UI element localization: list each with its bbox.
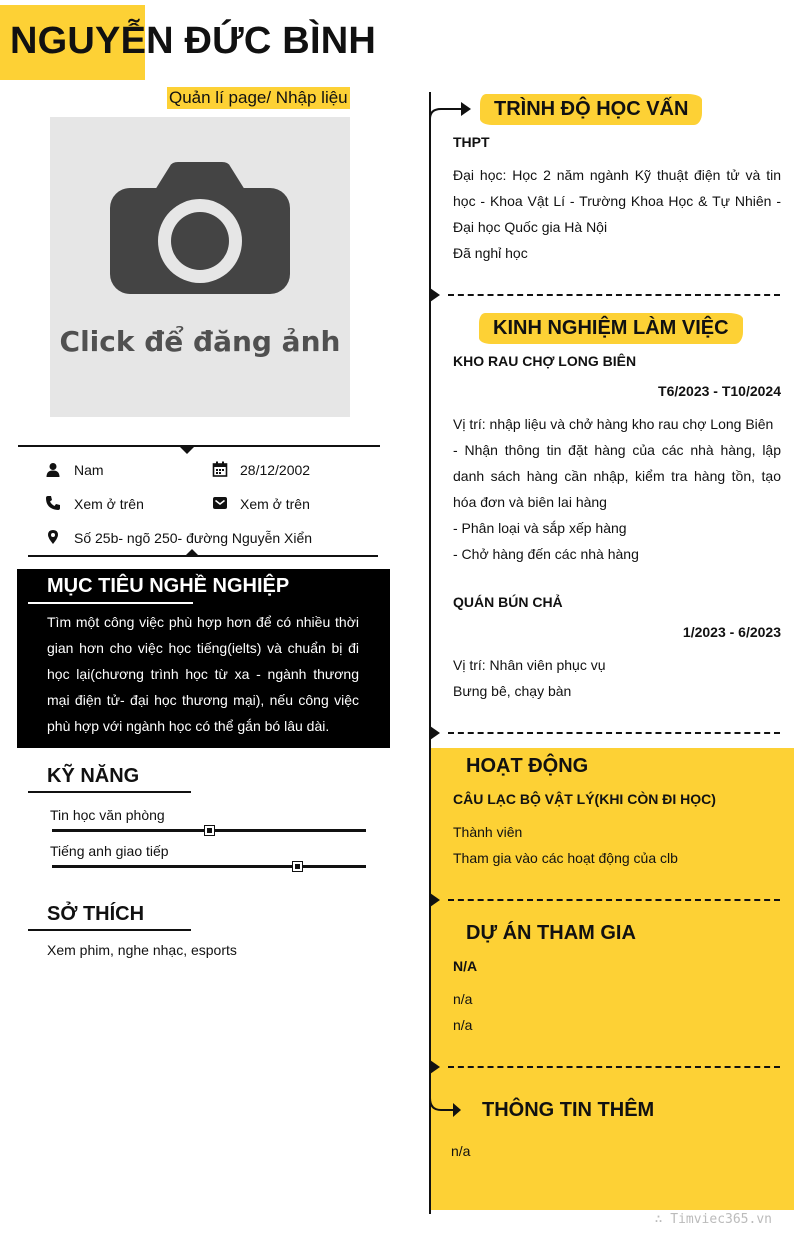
job-title[interactable]: Quản lí page/ Nhập liệu: [169, 88, 348, 107]
phone-icon: [45, 495, 61, 511]
job-company[interactable]: KHO RAU CHỢ LONG BIÊN: [453, 353, 637, 369]
arrow-right-icon: [429, 99, 473, 123]
phone-value[interactable]: Xem ở trên: [74, 496, 144, 512]
skill-name[interactable]: Tiếng anh giao tiếp: [50, 843, 169, 859]
timeline-line: [429, 92, 431, 1214]
job-line[interactable]: - Nhận thông tin đặt hàng của các nhà hàng, lập danh sách hàng cần nhập, kiểm tra hàng tồn, tạo hóa đơn và biên lai hàng: [453, 442, 781, 510]
title-underline: [28, 791, 191, 793]
map-marker-icon: [45, 529, 61, 545]
dashed-divider: [448, 732, 780, 734]
job-period[interactable]: 1/2023 - 6/2023: [682, 624, 781, 640]
job-line[interactable]: - Phân loại và sắp xếp hàng: [453, 520, 627, 536]
gender-value[interactable]: Nam: [74, 462, 104, 478]
education-details[interactable]: Đại học: Học 2 năm ngành Kỹ thuật điện tử và tin học - Khoa Vật Lí - Trường Khoa Học & Tự Nhiên - Đại học Quốc gia Hà Nội: [453, 167, 781, 235]
projects-title: DỰ ÁN THAM GIA: [466, 922, 636, 944]
email-value[interactable]: Xem ở trên: [240, 496, 310, 512]
skills-title: KỸ NĂNG: [47, 765, 140, 787]
job-line[interactable]: Bưng bê, chạy bàn: [453, 683, 572, 699]
candidate-name[interactable]: NGUYỄN ĐỨC BÌNH: [10, 20, 376, 62]
job-period[interactable]: T6/2023 - T10/2024: [658, 383, 781, 399]
job-company[interactable]: QUÁN BÚN CHẢ: [453, 594, 563, 610]
timeline-marker-icon: [430, 893, 440, 907]
activity-line[interactable]: Tham gia vào các hoạt động của clb: [453, 850, 678, 866]
project-line[interactable]: n/a: [453, 1017, 473, 1033]
education-status[interactable]: Đã nghỉ học: [453, 245, 528, 261]
photo-upload[interactable]: [50, 117, 350, 417]
title-underline: [28, 929, 191, 931]
dashed-divider: [448, 294, 780, 296]
divider: [28, 555, 378, 557]
job-line[interactable]: Vị trí: Nhân viên phục vụ: [453, 657, 606, 673]
photo-upload-label: Click để đăng ảnh: [59, 325, 341, 358]
job-line[interactable]: - Chở hàng đến các nhà hàng: [453, 546, 639, 562]
project-name[interactable]: N/A: [453, 958, 478, 974]
project-line[interactable]: n/a: [453, 991, 473, 1007]
address-value[interactable]: Số 25b- ngõ 250- đường Nguyễn Xiển: [74, 530, 313, 546]
user-icon: [45, 462, 61, 478]
highlight-panel: [429, 748, 794, 1210]
additional-title: THÔNG TIN THÊM: [482, 1099, 655, 1121]
divider: [18, 445, 380, 447]
dashed-divider: [448, 1066, 780, 1068]
skill-level-handle[interactable]: [204, 825, 215, 836]
camera-icon: [110, 162, 290, 294]
objective-section: [17, 569, 390, 748]
timeline-marker-icon: [430, 288, 440, 302]
email-icon: [212, 495, 228, 511]
arrow-right-icon: [429, 1098, 463, 1122]
job-line[interactable]: Vị trí: nhập liệu và chở hàng kho rau chợ Long Biên: [453, 416, 774, 432]
dashed-divider: [448, 899, 780, 901]
title-underline: [28, 602, 193, 604]
timeline-marker-icon: [430, 1060, 440, 1074]
skill-name[interactable]: Tin học văn phòng: [50, 807, 165, 823]
skill-bar: [52, 865, 366, 868]
timeline-marker-icon: [430, 726, 440, 740]
hobbies-text[interactable]: Xem phim, nghe nhạc, esports: [47, 942, 237, 958]
education-school[interactable]: THPT: [453, 134, 490, 150]
footer-brand[interactable]: ∴ Timviec365.vn: [654, 1212, 772, 1227]
education-title: TRÌNH ĐỘ HỌC VẤN: [480, 94, 702, 125]
experience-title: KINH NGHIỆM LÀM VIỆC: [479, 313, 743, 344]
objective-title: MỤC TIÊU NGHỀ NGHIỆP: [47, 575, 290, 597]
activities-title: HOẠT ĐỘNG: [466, 755, 589, 777]
birthday-value[interactable]: 28/12/2002: [240, 462, 311, 478]
activity-org[interactable]: CÂU LẠC BỘ VẬT LÝ(KHI CÒN ĐI HỌC): [453, 791, 716, 807]
hobbies-title: SỞ THÍCH: [47, 903, 145, 925]
activity-line[interactable]: Thành viên: [453, 824, 523, 840]
calendar-icon: [212, 461, 228, 477]
divider-arrow-icon: [180, 447, 194, 454]
skill-level-handle[interactable]: [292, 861, 303, 872]
additional-text[interactable]: n/a: [451, 1143, 471, 1159]
objective-text[interactable]: Tìm một công việc phù hợp hơn để có nhiều thời gian hơn cho việc học tiếng(ielts) và chuẩn bị đi học lại(chương trình học từ xa - ngành thương mại điện tử- đại học thương mại), nếu công việc phù hợp với ngành học có thể gắn bó lâu dài.: [47, 614, 359, 734]
